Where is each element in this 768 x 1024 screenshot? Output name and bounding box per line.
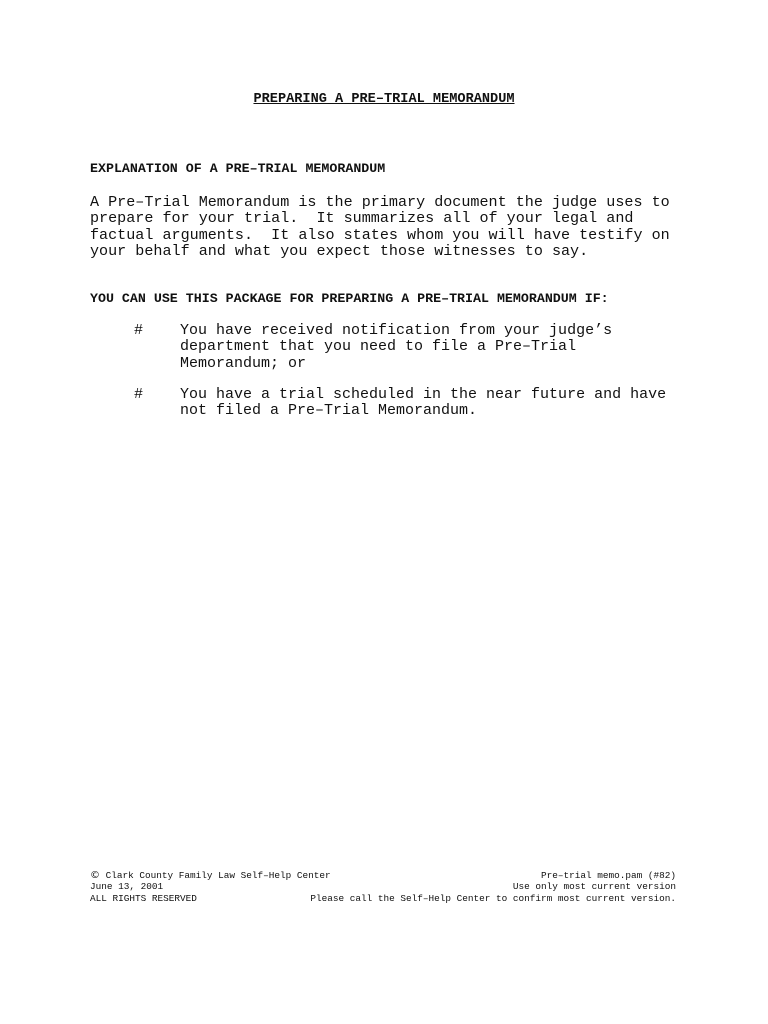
footer-date: June 13, 2001 <box>90 881 164 893</box>
footer-rights: ALL RIGHTS RESERVED <box>90 892 197 904</box>
copyright-icon: © <box>90 870 100 881</box>
list-item-line: not filed a Pre–Trial Memorandum. <box>180 402 478 420</box>
paragraph-line: A Pre–Trial Memorandum is the primary document the judge uses to <box>90 193 670 211</box>
list-item-line: department that you need to file a Pre–Trial <box>180 338 577 356</box>
footer-left <box>90 870 331 904</box>
footer-version-note: Use only most current version <box>512 881 676 893</box>
footer-right <box>310 870 676 904</box>
footer-organization <box>90 870 331 881</box>
list-item-text <box>180 323 612 372</box>
paragraph-line: prepare for your trial. It summarizes all of your legal and <box>90 209 634 228</box>
bullet-marker: # <box>134 322 144 339</box>
footer-file-name: Pre–trial memo.pam (#82) <box>540 870 676 881</box>
explanation-paragraph <box>90 194 670 259</box>
list-item-line: You have received notification from your judge’s <box>180 322 613 339</box>
paragraph-line: factual arguments. It also states whom you will have testify on <box>90 225 670 244</box>
list-item-line: Memorandum; or <box>180 354 307 372</box>
footer-organization-text: Clark County Family Law Self–Help Center <box>105 870 331 881</box>
list-item-text <box>180 387 666 420</box>
document-title: PREPARING A PRE–TRIAL MEMORANDUM <box>253 92 515 107</box>
page-footer <box>90 870 676 906</box>
section-heading-explanation: EXPLANATION OF A PRE–TRIAL MEMORANDUM <box>90 161 386 176</box>
footer-confirm-note: Please call the Self–Help Center to confirm most current version. <box>310 892 676 904</box>
bullet-marker: # <box>134 386 144 403</box>
paragraph-line: your behalf and what you expect those witnesses to say. <box>90 241 589 260</box>
list-item-line: You have a trial scheduled in the near future and have <box>180 386 667 403</box>
section-heading-usage: YOU CAN USE THIS PACKAGE FOR PREPARING A PRE–TRIAL MEMORANDUM IF: <box>90 291 609 306</box>
